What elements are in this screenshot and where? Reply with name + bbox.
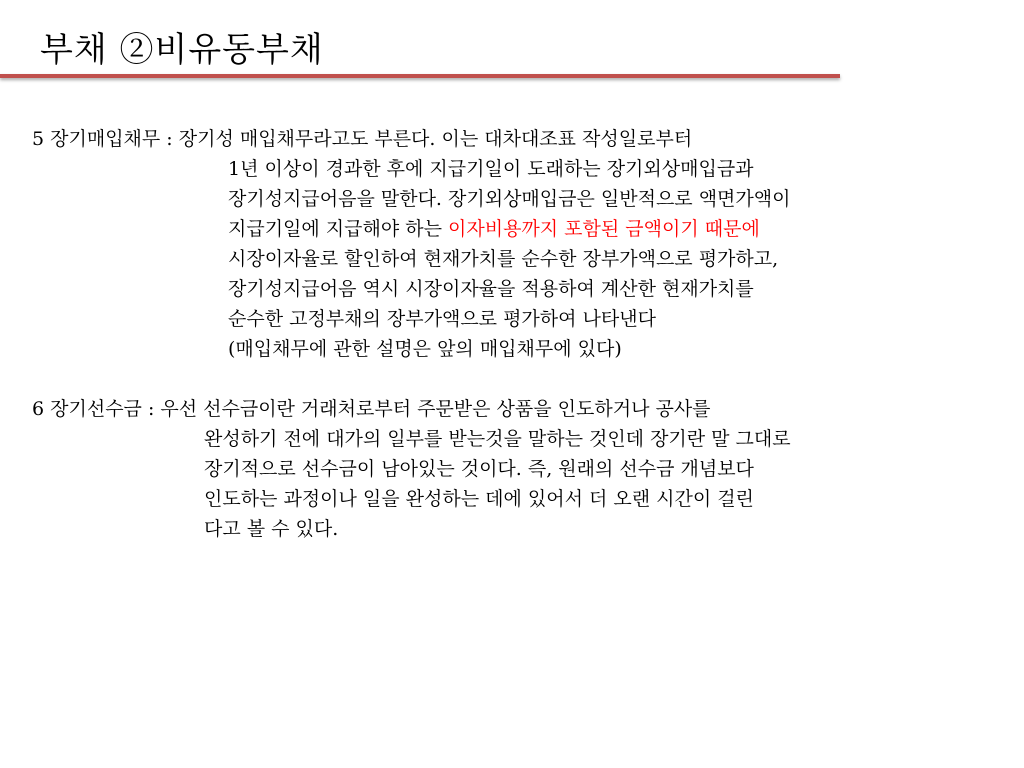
section5-line4-text: 지급기일에 지급해야 하는: [228, 218, 449, 240]
section6-line2: 완성하기 전에 대가의 일부를 받는것을 말하는 것인데 장기란 말 그대로: [204, 428, 791, 450]
section6-line3: 장기적으로 선수금이 남아있는 것이다. 즉, 원래의 선수금 개념보다: [204, 458, 754, 480]
section5-line4: [32, 214, 1017, 244]
section5-line1: 5 장기매입채무 : 장기성 매입채무라고도 부른다. 이는 대차대조표 작성일로부터: [32, 128, 693, 150]
section5-line6: 장기성지급어음 역시 시장이자율을 적용하여 계산한 현재가치를: [228, 278, 754, 300]
paragraph-spacer: [32, 364, 1017, 394]
section5-line5: 시장이자율로 할인하여 현재가치를 순수한 장부가액으로 평가하고,: [228, 248, 779, 270]
slide-body: [32, 124, 1017, 544]
section6-line1: 6 장기선수금 : 우선 선수금이란 거래처로부터 주문받은 상품을 인도하거나 공사를: [32, 398, 711, 420]
section5-line7: 순수한 고정부채의 장부가액으로 평가하여 나타낸다: [228, 308, 656, 330]
section5-line8: (매입채무에 관한 설명은 앞의 매입채무에 있다): [228, 338, 622, 360]
section5-line3: 장기성지급어음을 말한다. 장기외상매입금은 일반적으로 액면가액이: [228, 188, 791, 210]
section6-line4: 인도하는 과정이나 일을 완성하는 데에 있어서 더 오랜 시간이 걸린: [204, 488, 754, 510]
section5-line2: 1년 이상이 경과한 후에 지급기일이 도래하는 장기외상매입금과: [228, 158, 754, 180]
section6-line5: 다고 볼 수 있다.: [204, 518, 339, 540]
slide-title: 부채 ②비유동부채: [40, 30, 324, 70]
title-underline: [0, 74, 840, 78]
section5-highlight-text: 이자비용까지 포함된 금액이기 때문에: [448, 218, 760, 240]
